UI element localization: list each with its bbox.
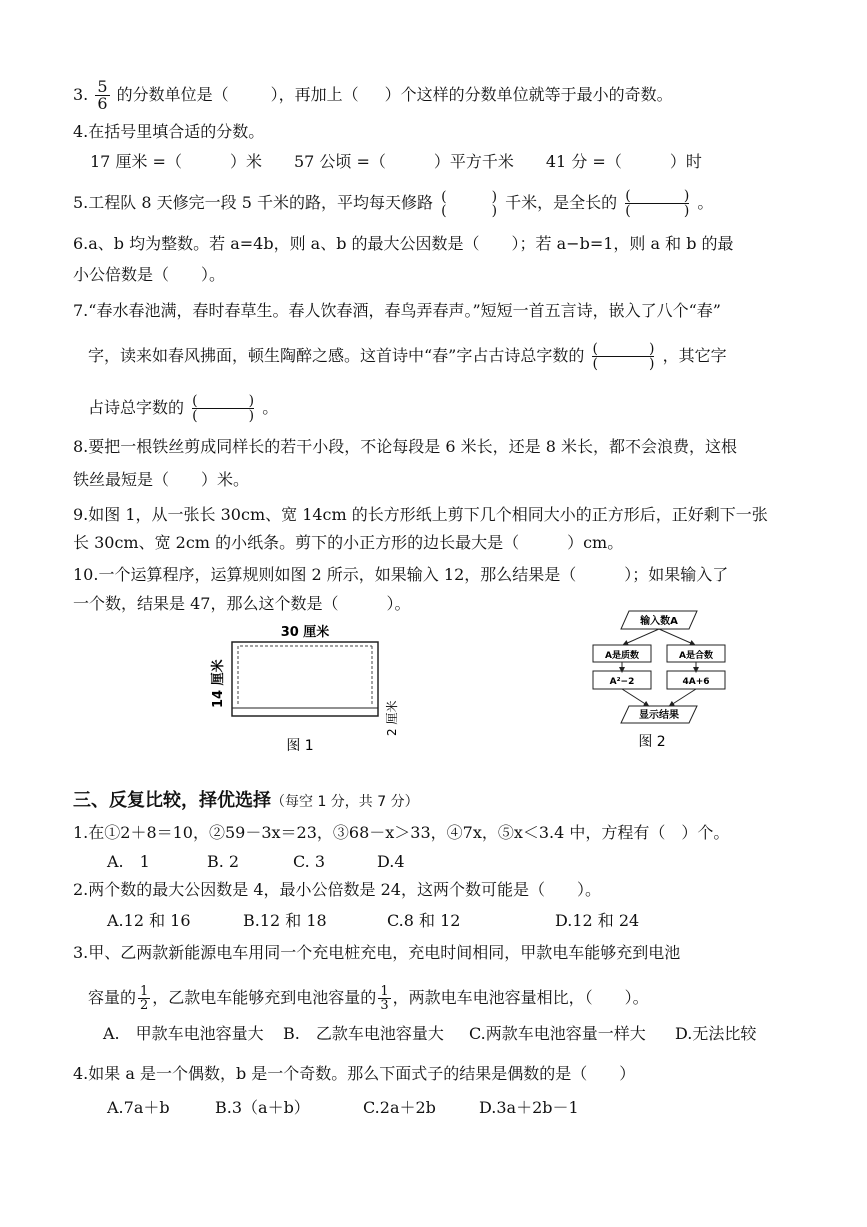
fig1-caption: 图 1 bbox=[286, 738, 314, 754]
q3-text-c: ）个这样的分数单位就等于最小的奇数。 bbox=[384, 85, 673, 104]
svg-text:显示结果: 显示结果 bbox=[639, 710, 679, 721]
fig1-right-label: 2 厘米 bbox=[385, 700, 399, 736]
question-7-line3: 占诗总字数的 ( ) ( ) 。 bbox=[88, 393, 279, 424]
s3-question-2: 2.两个数的最大公因数是 4，最小公倍数是 24，这两个数可能是（ ）。 bbox=[73, 880, 601, 899]
question-5 bbox=[73, 189, 713, 218]
s3-q3-options: A. 甲款车电池容量大 B. 乙款车电池容量大 C.两款车电池容量一样大 D.无法比较 bbox=[103, 1024, 757, 1043]
s3-q1-options: A. 1 B. 2 C. 3 D.4 bbox=[107, 852, 405, 871]
section-3-heading: 三、反复比较，择优选择（每空 1 分，共 7 分） bbox=[73, 790, 419, 811]
q5-text-a: 5.工程队 8 天修完一段 5 千米的路，平均每天修路 bbox=[73, 193, 433, 212]
figure-1 bbox=[200, 618, 410, 758]
blank-fraction: ( ) ( ) bbox=[592, 341, 655, 372]
question-4-title: 4.在括号里填合适的分数。 bbox=[73, 122, 265, 141]
paper-rectangle bbox=[232, 642, 378, 716]
question-8-line1: 8.要把一根铁丝剪成同样长的若干小段，不论每段是 6 米长，还是 8 米长，都不会浪费，这根 bbox=[73, 437, 737, 456]
question-9-line1: 9.如图 1，从一张长 30cm、宽 14cm 的长方形纸上剪下几个相同大小的正方形后，正好剩下一张 bbox=[73, 505, 768, 524]
question-9-line2: 长 30cm、宽 2cm 的小纸条。剪下的小正方形的边长最大是（ ）cm。 bbox=[73, 533, 624, 552]
svg-text:4A+6: 4A+6 bbox=[682, 677, 710, 687]
fig2-caption: 图 2 bbox=[638, 734, 666, 750]
q5-text-c: 。 bbox=[697, 193, 714, 212]
blank-fraction: ( ) ( ) bbox=[625, 188, 690, 219]
fig1-top-label: 30 厘米 bbox=[280, 625, 330, 640]
s3-q4-options: A.7a＋b B.3（a＋b） C.2a＋2b D.3a＋2b－1 bbox=[107, 1098, 579, 1117]
question-8-line2: 铁丝最短是（ ）米。 bbox=[73, 470, 250, 489]
blank-fraction: ( ) ( ) bbox=[441, 188, 498, 219]
question-4-items: 17 厘米 =（ ）米 57 公顷 =（ ）平方千米 41 分 =（ ）时 bbox=[90, 152, 702, 171]
s3-question-4: 4.如果 a 是一个偶数，b 是一个奇数。那么下面式子的结果是偶数的是（ ） bbox=[73, 1064, 636, 1083]
q3-text-b: ），再加上（ bbox=[270, 85, 359, 104]
question-3 bbox=[73, 79, 673, 112]
s3-question-1: 1.在①2＋8＝10，②59－3x＝23，③68－x＞33，④7x，⑤x＜3.4 中，方程有（ ）个。 bbox=[73, 823, 730, 842]
q5-text-b: 千米，是全长的 bbox=[505, 193, 618, 212]
svg-text:A²−2: A²−2 bbox=[609, 677, 635, 687]
question-6-line1: 6.a、b 均为整数。若 a=4b，则 a、b 的最大公因数是（ ）；若 a−b=1，则 a 和 b 的最 bbox=[73, 234, 734, 253]
figure-2 bbox=[585, 607, 735, 755]
q3-number: 3. bbox=[73, 85, 89, 104]
s3-q2-options: A.12 和 16 B.12 和 18 C.8 和 12 D.12 和 24 bbox=[107, 911, 640, 930]
question-7-line2: 字，读来如春风拂面，顿生陶醉之感。这首诗中“春”字占古诗总字数的 ( ) ( ) ，其它字 bbox=[88, 341, 727, 372]
q3-text-a: 的分数单位是（ bbox=[116, 85, 229, 104]
fraction: $\frac{5}{6}$ bbox=[97, 77, 108, 113]
question-6-line2: 小公倍数是（ ）。 bbox=[73, 265, 226, 284]
s3-question-3-line2: 容量的 $\frac{1}{2}$ ，乙款电车能够充到电池容量的 $\frac{1}{3}$ ，两款电车电池容量相比，（ ）。 bbox=[88, 984, 649, 1013]
question-10-line2: 一个数，结果是 47，那么这个数是（ ）。 bbox=[73, 594, 411, 613]
svg-text:A是合数: A是合数 bbox=[679, 651, 713, 661]
s3-question-3-line1: 3.甲、乙两款新能源电车用同一个充电桩充电，充电时间相同，甲款电车能够充到电池 bbox=[73, 943, 681, 962]
question-7-line1: 7.“春水春池满，春时春草生。春人饮春酒，春鸟弄春声。”短短一首五言诗，嵌入了八个“春” bbox=[73, 301, 721, 320]
blank-fraction: ( ) ( ) bbox=[192, 393, 255, 424]
question-10-line1: 10.一个运算程序，运算规则如图 2 所示，如果输入 12，那么结果是（ ）；如果输入了 bbox=[73, 565, 729, 584]
svg-text:A是质数: A是质数 bbox=[605, 651, 639, 661]
fig1-left-label: 14 厘米 bbox=[211, 659, 226, 708]
svg-text:输入数A: 输入数A bbox=[640, 616, 678, 627]
